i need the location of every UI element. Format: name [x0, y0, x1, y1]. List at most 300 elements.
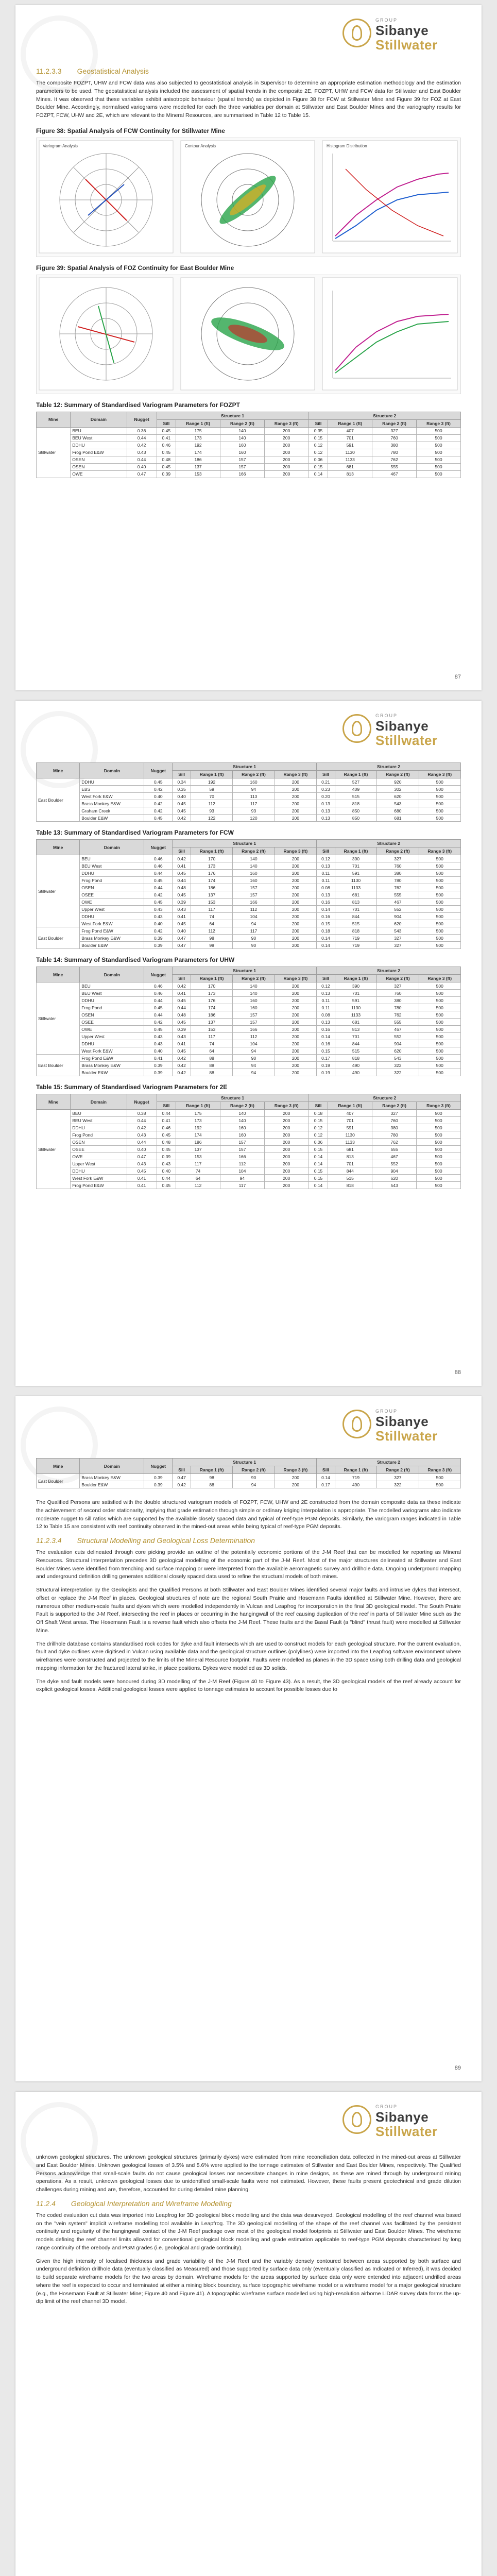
table-row	[37, 935, 461, 942]
cell-value: 701	[328, 1117, 372, 1124]
cell-value: 500	[417, 1117, 461, 1124]
cell-value: 98	[191, 935, 232, 942]
cell-value: 904	[372, 1167, 417, 1175]
cell-value: 760	[372, 434, 417, 442]
cell-value: 160	[233, 997, 275, 1004]
cell-value: 500	[419, 935, 460, 942]
cell-domain: Frog Pond E&W	[71, 1182, 127, 1189]
cell-value: 90	[233, 942, 275, 949]
cell-domain: DDHU	[71, 1124, 127, 1131]
cell-value: 327	[377, 982, 419, 990]
cell-domain: West Fork E&W	[80, 793, 144, 800]
table-row	[37, 1139, 461, 1146]
cell-mine: Stillwater	[37, 855, 80, 927]
cell-value: 0.17	[317, 1055, 335, 1062]
cell-value: 1130	[328, 1131, 372, 1139]
cell-value: 500	[419, 1062, 460, 1069]
cell-value: 0.13	[317, 800, 335, 807]
table-row	[37, 1026, 461, 1033]
logo-name-line1: Sibanye	[375, 718, 429, 734]
cell-value: 0.42	[144, 1019, 173, 1026]
cell-value: 500	[419, 997, 460, 1004]
cell-value: 166	[220, 470, 264, 478]
cell-value: 0.45	[144, 778, 173, 786]
cell-value: 140	[220, 427, 264, 434]
table-row	[37, 456, 461, 463]
table-row	[37, 920, 461, 927]
table-row	[37, 1062, 461, 1069]
cell-value: 0.45	[144, 1026, 173, 1033]
cell-value: 0.42	[173, 982, 191, 990]
cell-value: 173	[191, 862, 232, 870]
cell-value: 0.44	[127, 434, 157, 442]
cell-domain: DDHU	[71, 442, 127, 449]
cell-value: 390	[335, 855, 376, 862]
figure-38-caption: Figure 38: Spatial Analysis of FCW Continuity for Stillwater Mine	[36, 127, 225, 134]
cell-value: 681	[328, 463, 372, 470]
cell-value: 904	[377, 913, 419, 920]
table-row	[37, 1167, 461, 1175]
cell-value: 104	[220, 1167, 264, 1175]
cell-value: 327	[372, 1110, 417, 1117]
cell-value: 120	[233, 815, 275, 822]
cell-value: 98	[191, 1474, 232, 1481]
cell-value: 515	[335, 793, 376, 800]
cell-value: 500	[419, 990, 460, 997]
table-row	[37, 1481, 461, 1488]
cell-value: 174	[176, 449, 220, 456]
cell-value: 0.42	[173, 855, 191, 862]
cell-domain: OSEN	[71, 1139, 127, 1146]
cell-value: 0.19	[317, 1062, 335, 1069]
cell-value: 192	[176, 1124, 220, 1131]
cell-value: 500	[419, 1040, 460, 1047]
page-89	[15, 1396, 482, 2081]
cell-domain: Frog Pond	[71, 1131, 127, 1139]
cell-value: 200	[275, 786, 316, 793]
cell-value: 0.17	[317, 1481, 335, 1488]
logo-mark-icon	[342, 2105, 371, 2134]
fig38-panel-1-title: Variogram Analysis	[43, 143, 78, 148]
cell-value: 0.14	[309, 1182, 328, 1189]
cell-value: 1133	[335, 884, 376, 891]
col-domain: Domain	[71, 412, 127, 427]
table-row	[37, 927, 461, 935]
cell-value: 0.14	[309, 1160, 328, 1167]
cell-value: 0.43	[173, 906, 191, 913]
cell-value: 0.46	[144, 862, 173, 870]
cell-value: 0.42	[173, 1062, 191, 1069]
table-row	[37, 855, 461, 862]
cell-domain: OSEN	[71, 463, 127, 470]
cell-value: 0.48	[173, 884, 191, 891]
cell-domain: Boulder E&W	[80, 815, 144, 822]
cell-value: 555	[377, 891, 419, 899]
cell-value: 200	[264, 1175, 309, 1182]
cell-domain: OSEN	[80, 1011, 144, 1019]
cell-value: 0.47	[127, 1153, 157, 1160]
company-logo	[342, 2102, 461, 2143]
cell-value: 500	[417, 1167, 461, 1175]
cell-value: 500	[417, 1153, 461, 1160]
cell-value: 200	[275, 807, 316, 815]
cell-domain: Upper West	[80, 1033, 144, 1040]
body-paragraph: The composite FOZPT, UHW and FCW data was also subjected to geostatistical analysis in Supervisor to determine an appropriate estimation methodology and the estimation parameters to be used. The geostatistical analysis included the assessment of spatial trends in the composite 2E, FOZPT, UHW and FCW data for Stillwater and East Boulder Mines. It was observed that these variables exhibit anisotropic behaviour (spatial trends) as depicted in Figure 38 for FCW at Stillwater Mine and Figure 39 for FOZ at East Boulder Mine. Accordingly, normalised variograms were modelled for each the three variables per domain at Stillwater and East Boulder Mines and the variography results for FOZPT, FCW, UHW and 2E, which are relevant to the Mineral Resources, are summarised in Table 12 to Table 15.	[36, 80, 461, 118]
cell-value: 0.44	[144, 997, 173, 1004]
cell-value: 0.40	[127, 1146, 157, 1153]
cell-value: 157	[233, 1011, 275, 1019]
cell-value: 0.47	[173, 1474, 191, 1481]
cell-value: 176	[191, 997, 232, 1004]
cell-value: 117	[176, 1160, 220, 1167]
cell-value: 0.45	[173, 1047, 191, 1055]
cell-value: 200	[275, 982, 316, 990]
cell-value: 762	[377, 884, 419, 891]
cell-domain: Brass Monkey E&W	[80, 800, 144, 807]
figure-39-caption: Figure 39: Spatial Analysis of FOZ Continuity for East Boulder Mine	[36, 264, 234, 272]
cell-value: 0.18	[309, 1110, 328, 1117]
cell-value: 0.12	[309, 1131, 328, 1139]
cell-value: 200	[264, 1153, 309, 1160]
cell-value: 200	[275, 884, 316, 891]
figure-38-graphic	[37, 138, 460, 256]
cell-value: 780	[377, 1004, 419, 1011]
cell-value: 844	[335, 1040, 376, 1047]
cell-value: 0.39	[173, 1026, 191, 1033]
table-row	[37, 1110, 461, 1117]
cell-value: 591	[335, 870, 376, 877]
logo-mark-icon	[342, 714, 371, 743]
cell-value: 90	[233, 1055, 275, 1062]
cell-value: 200	[275, 927, 316, 935]
cell-value: 140	[220, 1110, 264, 1117]
cell-value: 500	[419, 778, 460, 786]
cell-value: 0.42	[144, 927, 173, 935]
cell-value: 140	[220, 434, 264, 442]
fig38-panel-3-title: Histogram Distribution	[327, 143, 367, 148]
cell-value: 467	[372, 470, 417, 478]
cell-value: 500	[419, 1481, 460, 1488]
cell-value: 543	[372, 1182, 417, 1189]
cell-mine: Stillwater	[37, 427, 71, 478]
cell-value: 192	[191, 778, 232, 786]
cell-value: 500	[419, 920, 460, 927]
cell-value: 0.45	[144, 1004, 173, 1011]
cell-value: 0.39	[157, 470, 176, 478]
cell-value: 160	[233, 870, 275, 877]
cell-domain: Upper West	[80, 906, 144, 913]
cell-value: 0.48	[157, 456, 176, 463]
cell-value: 174	[191, 1004, 232, 1011]
cell-value: 160	[220, 442, 264, 449]
cell-value: 0.48	[173, 1011, 191, 1019]
cell-value: 117	[233, 800, 275, 807]
cell-value: 467	[377, 1026, 419, 1033]
table-row	[37, 786, 461, 793]
cell-value: 380	[372, 1124, 417, 1131]
cell-domain: Frog Pond E&W	[71, 449, 127, 456]
cell-value: 850	[335, 807, 376, 815]
cell-value: 500	[419, 884, 460, 891]
cell-value: 515	[335, 920, 376, 927]
table-row	[37, 800, 461, 807]
cell-value: 0.41	[157, 1117, 176, 1124]
cell-value: 0.42	[127, 1124, 157, 1131]
cell-value: 500	[417, 1160, 461, 1167]
cell-value: 104	[233, 913, 275, 920]
cell-value: 0.15	[309, 1117, 328, 1124]
cell-value: 0.41	[127, 1175, 157, 1182]
cell-value: 0.39	[144, 1474, 173, 1481]
cell-value: 0.41	[127, 1182, 157, 1189]
cell-value: 681	[377, 815, 419, 822]
cell-value: 500	[417, 1124, 461, 1131]
table-13: Mine Domain Nugget Structure 1 Structure 2 Sill Range 1 (ft) Range 2 (ft) Range 3 (ft) Sill Range 1 (ft) Range 2 (ft) Range 3 (ft) Stillwater BEU 0.46 0.42 170 140 200 0.12 390 327 500 BEU West 0.46 0.41 173 140 200 0.13 701 760 500 DDHU 0.44 0.45 176 160 200 0.11 591 380 500 Frog Pond 0.45 0.44 174 160 200 0.11 1130 780 500 OSEN 0.44 0.48 186 157 200 0.08 1133 762 500 OSEE 0.42 0.45 137 157 200 0.13 681 555 500 OWE 0.45 0.39 153 166 200 0.16 813 467 500 Upper West 0.43 0.43 117 112 200 0.14 701 552 500 DDHU 0.43 0.41 74 104 200 0.16 844 904 500 West Fork E&W 0.40 0.45 64 94 200 0.15 515 620 500 East Boulder Frog Pond E&W 0.42 0.40 112 117 200 0.18 818 543 500 Brass Monkey E&W 0.39 0.47 98 90 200 0.14 719 327 500 Boulder E&W 0.39 0.47 98 90 200 0.14 719 327 500	[36, 839, 461, 949]
cell-value: 74	[191, 1040, 232, 1047]
cell-value: 94	[233, 920, 275, 927]
cell-value: 200	[275, 1004, 316, 1011]
cell-value: 0.45	[157, 449, 176, 456]
company-logo	[342, 15, 461, 57]
cell-value: 200	[275, 920, 316, 927]
cell-value: 515	[328, 1175, 372, 1182]
cell-value: 813	[335, 899, 376, 906]
cell-value: 500	[419, 877, 460, 884]
table-row	[37, 1019, 461, 1026]
cell-value: 0.39	[173, 899, 191, 906]
cell-value: 0.45	[157, 427, 176, 434]
cell-value: 760	[377, 862, 419, 870]
table-15: Mine Domain Nugget Structure 1 Structure 2 Sill Range 1 (ft) Range 2 (ft) Range 3 (ft) Sill Range 1 (ft) Range 2 (ft) Range 3 (ft) Stillwater BEU 0.38 0.44 175 140 200 0.18 407 327 500 BEU West 0.44 0.41 173 140 200 0.15 701 760 500 DDHU 0.42 0.46 192 160 200 0.12 591 380 500 Frog Pond 0.43 0.45 174 160 200 0.12 1130 780 500 OSEN 0.44 0.48 186 157 200 0.06 1133 762 500 OSEE 0.40 0.45 137 157 200 0.15 681 555 500 OWE 0.47 0.39 153 166 200 0.14 813 467 500 Upper West 0.43 0.43 117 112 200 0.14 701 552 500 DDHU 0.45 0.40 74 104 200 0.15 844 904 500 West Fork E&W 0.41 0.44 64 94 200 0.15 515 620 500 Frog Pond E&W 0.41 0.45 112 117 200 0.14 818 543 500	[36, 1094, 461, 1189]
cell-value: 818	[335, 800, 376, 807]
cell-value: 200	[264, 449, 309, 456]
cell-mine: Stillwater	[37, 1110, 71, 1189]
cell-value: 200	[275, 1019, 316, 1026]
cell-value: 117	[233, 927, 275, 935]
cell-value: 0.40	[173, 793, 191, 800]
col-nugget: Nugget	[127, 412, 157, 427]
cell-value: 0.45	[157, 1131, 176, 1139]
cell-domain: DDHU	[80, 913, 144, 920]
cell-value: 64	[191, 920, 232, 927]
cell-value: 173	[176, 434, 220, 442]
body-paragraph: The coded evaluation cut data was imported into Leapfrog for 3D geological block modelling and the data was desurveyed. Geological modelling of the reef channel was based on the "vein system" implicit wireframe modelling tool available in Leapfrog. The 3D geological modelling of the shape of the reef channel was facilitated by the persistent continuity and regularity of the hangingwall contact of the J-M Reef package over most of the geological model footprints at Stillwater and East Boulder Mines. The wireframe models defining the reef channel limits allowed for conventional geological block modelling and grade estimation applicable to reef-type PGM deposits characterised by long range continuity of the orebody and PGM grades (i.e. geological and grade continuity).	[36, 2212, 461, 2251]
cell-value: 500	[419, 1004, 460, 1011]
table-row	[37, 807, 461, 815]
cell-value: 0.39	[144, 1069, 173, 1076]
cell-domain: Frog Pond	[80, 877, 144, 884]
cell-value: 160	[220, 449, 264, 456]
table-row	[37, 434, 461, 442]
cell-value: 500	[417, 427, 461, 434]
table-row	[37, 891, 461, 899]
cell-value: 0.12	[309, 442, 328, 449]
cell-value: 0.43	[173, 1033, 191, 1040]
cell-value: 93	[233, 807, 275, 815]
table-row	[37, 899, 461, 906]
cell-value: 160	[233, 877, 275, 884]
logo-name-line1: Sibanye	[375, 2109, 429, 2125]
cell-value: 0.42	[144, 807, 173, 815]
cell-value: 200	[275, 942, 316, 949]
cell-value: 0.47	[173, 942, 191, 949]
cell-value: 0.47	[127, 470, 157, 478]
cell-value: 88	[191, 1481, 232, 1488]
cell-value: 500	[419, 870, 460, 877]
cell-value: 1133	[328, 1139, 372, 1146]
cell-value: 701	[328, 1160, 372, 1167]
cell-value: 157	[233, 891, 275, 899]
cell-value: 88	[191, 1062, 232, 1069]
cell-value: 0.42	[173, 815, 191, 822]
body-paragraph: The Qualified Persons are satisfied with the double structured variogram models of FOZPT, FCW, UHW and 2E constructed from the domain composite data as these indicate the achievement of second order stationarity, implying that grade estimation through simple or ordinary kriging interpolation is appropriate. The modelled variograms also indicate moderate nugget to sill ratios which are supported by the available closely spaced data and typical of reef-type PGM deposits. Similarly, the variogram ranges indicated in Table 12 to Table 15 are consistent with reef continuity observed in the mined-out areas while being typical of reef-type PGM deposits.	[36, 1499, 461, 1530]
cell-value: 500	[419, 1055, 460, 1062]
cell-domain: Brass Monkey E&W	[80, 1474, 144, 1481]
page-87	[15, 5, 482, 690]
cell-domain: West Fork E&W	[71, 1175, 127, 1182]
cell-value: 186	[191, 884, 232, 891]
cell-value: 200	[264, 1182, 309, 1189]
cell-value: 88	[191, 1069, 232, 1076]
cell-value: 762	[377, 1011, 419, 1019]
cell-domain: BEU West	[71, 434, 127, 442]
cell-value: 200	[275, 990, 316, 997]
cell-value: 0.44	[157, 1110, 176, 1117]
cell-value: 680	[377, 807, 419, 815]
cell-value: 140	[233, 855, 275, 862]
cell-value: 500	[417, 456, 461, 463]
cell-value: 157	[220, 1146, 264, 1153]
cell-value: 0.41	[173, 913, 191, 920]
cell-value: 166	[220, 1153, 264, 1160]
cell-value: 327	[377, 935, 419, 942]
cell-value: 74	[176, 1167, 220, 1175]
cell-value: 0.35	[173, 786, 191, 793]
cell-value: 157	[233, 884, 275, 891]
cell-value: 780	[372, 1131, 417, 1139]
cell-value: 104	[233, 1040, 275, 1047]
table-row	[37, 1055, 461, 1062]
page-90	[15, 2092, 482, 2576]
table-row	[37, 870, 461, 877]
table-row	[37, 1474, 461, 1481]
cell-value: 0.14	[317, 906, 335, 913]
cell-domain: Boulder E&W	[80, 1069, 144, 1076]
company-logo	[342, 711, 461, 752]
cell-value: 157	[220, 463, 264, 470]
cell-value: 467	[377, 899, 419, 906]
cell-domain: Frog Pond E&W	[80, 927, 144, 935]
cell-domain: Brass Monkey E&W	[80, 1062, 144, 1069]
cell-value: 0.41	[173, 990, 191, 997]
cell-domain: BEU West	[71, 1117, 127, 1124]
cell-value: 0.44	[144, 884, 173, 891]
cell-value: 186	[191, 1011, 232, 1019]
cell-value: 157	[220, 456, 264, 463]
cell-value: 200	[275, 899, 316, 906]
cell-value: 137	[191, 891, 232, 899]
cell-value: 113	[233, 793, 275, 800]
cell-value: 192	[176, 442, 220, 449]
cell-value: 500	[419, 1019, 460, 1026]
cell-value: 701	[328, 434, 372, 442]
cell-value: 0.43	[144, 913, 173, 920]
cell-value: 920	[377, 778, 419, 786]
logo-mark-icon	[342, 19, 371, 47]
cell-value: 322	[377, 1062, 419, 1069]
cell-value: 552	[372, 1160, 417, 1167]
cell-value: 200	[264, 470, 309, 478]
cell-value: 94	[233, 1069, 275, 1076]
cell-value: 0.43	[157, 1160, 176, 1167]
cell-value: 620	[377, 793, 419, 800]
cell-value: 112	[191, 800, 232, 807]
cell-value: 1133	[335, 1011, 376, 1019]
figure-39-graphic	[37, 275, 460, 393]
cell-domain: OWE	[71, 470, 127, 478]
cell-value: 762	[372, 456, 417, 463]
cell-value: 620	[372, 1175, 417, 1182]
cell-value: 186	[176, 1139, 220, 1146]
cell-value: 500	[417, 463, 461, 470]
cell-value: 0.44	[173, 1004, 191, 1011]
cell-value: 0.45	[157, 1182, 176, 1189]
cell-value: 0.44	[144, 870, 173, 877]
cell-value: 0.42	[173, 1055, 191, 1062]
cell-value: 140	[233, 862, 275, 870]
cell-value: 0.44	[157, 1175, 176, 1182]
cell-value: 818	[335, 927, 376, 935]
cell-value: 98	[191, 942, 232, 949]
cell-value: 0.46	[144, 982, 173, 990]
cell-value: 813	[335, 1026, 376, 1033]
cell-value: 500	[417, 1146, 461, 1153]
cell-value: 176	[191, 870, 232, 877]
cell-value: 701	[335, 862, 376, 870]
cell-domain: BEU	[71, 427, 127, 434]
table-row	[37, 1117, 461, 1124]
cell-value: 762	[372, 1139, 417, 1146]
cell-value: 0.11	[317, 997, 335, 1004]
cell-value: 0.13	[317, 990, 335, 997]
cell-value: 90	[233, 1474, 275, 1481]
cell-value: 200	[275, 997, 316, 1004]
cell-value: 490	[335, 1062, 376, 1069]
col-mine: Mine	[37, 412, 71, 427]
cell-value: 0.06	[309, 1139, 328, 1146]
cell-value: 0.12	[317, 982, 335, 990]
cell-value: 552	[377, 906, 419, 913]
table-row	[37, 1040, 461, 1047]
cell-value: 0.39	[144, 1062, 173, 1069]
cell-domain: Graham Creek	[80, 807, 144, 815]
table-row	[37, 778, 461, 786]
company-logo	[342, 1406, 461, 1448]
cell-value: 200	[264, 1160, 309, 1167]
cell-value: 200	[275, 778, 316, 786]
cell-mine: East Boulder	[37, 927, 80, 949]
cell-value: 93	[191, 807, 232, 815]
cell-domain: BEU	[80, 982, 144, 990]
cell-mine: East Boulder	[37, 778, 80, 822]
cell-value: 200	[275, 891, 316, 899]
cell-value: 0.45	[173, 807, 191, 815]
cell-value: 0.42	[144, 891, 173, 899]
cell-value: 112	[191, 927, 232, 935]
cell-value: 160	[220, 1124, 264, 1131]
cell-value: 0.43	[144, 1033, 173, 1040]
cell-value: 200	[264, 1167, 309, 1175]
